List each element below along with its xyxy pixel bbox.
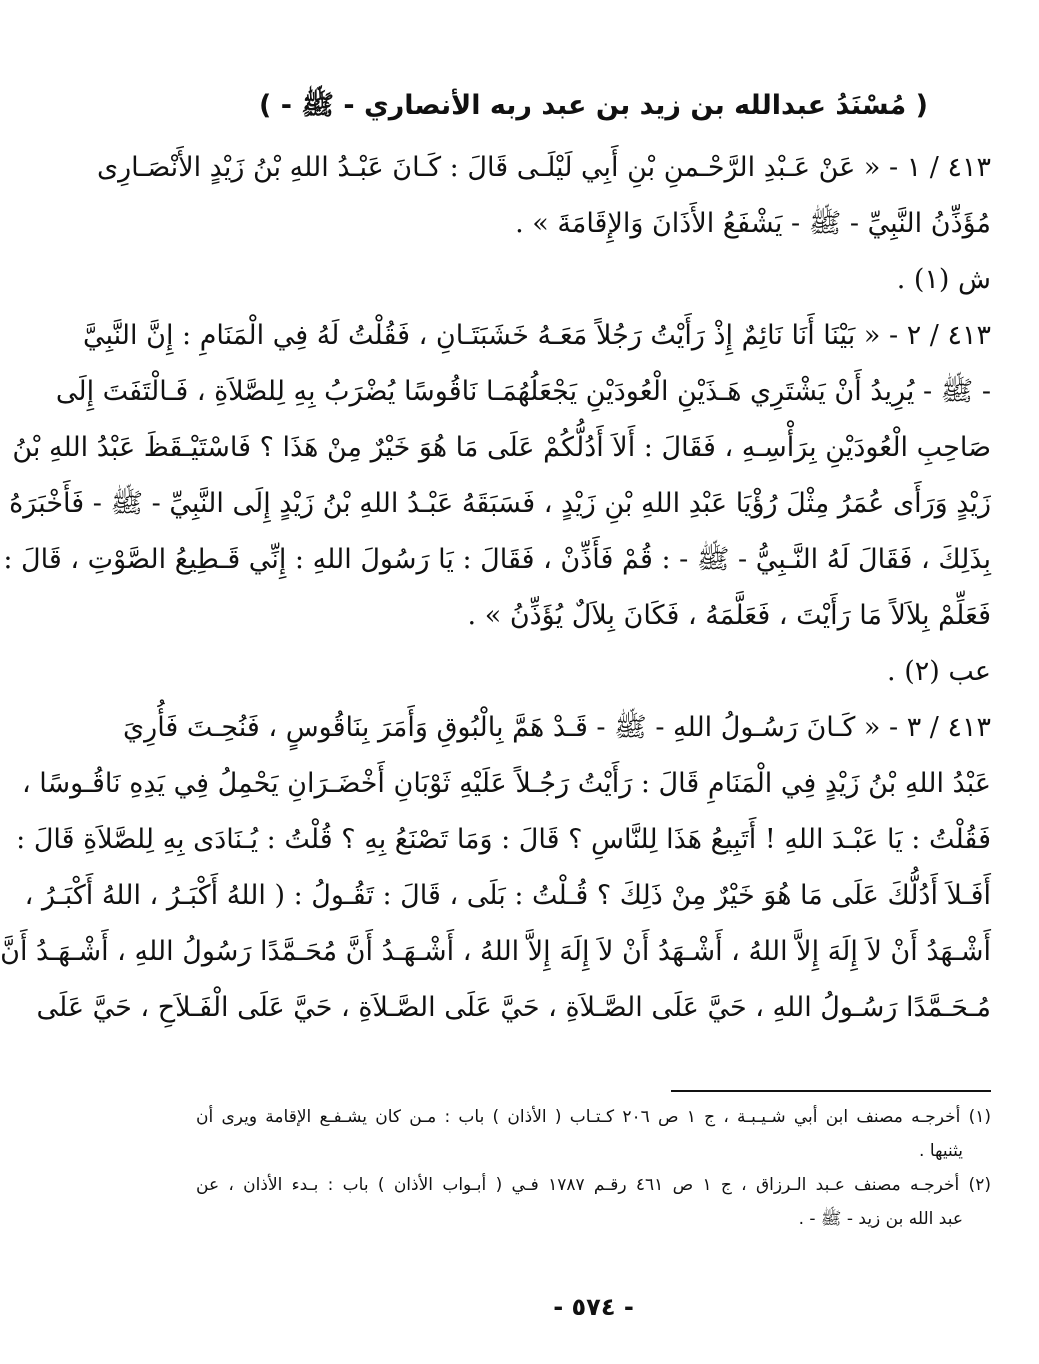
- hadith-2-line-2: - ﷺ - يُرِيدُ أَنْ يَشْتَرِي هَـذَيْنِ الْعُودَيْنِ يَجْعَلُهُمَـا نَاقُوسًا يُضْرَبُ بِهِ لِلصَّلاَةِ ، فَـالْتَفَتَ إِلَى: [55, 376, 991, 407]
- hadith-body: [0, 140, 991, 1036]
- hadith-3-line-5: أَشْـهَدُ أَنْ لاَ إِلَهَ إِلاَّ اللهُ ، أَشْـهَدُ أَنْ لاَ إِلَهَ إِلاَّ اللهُ ، أَشْـهَـدُ أَنَّ مُحَـمَّدًا رَسُولُ اللهِ ، أَشْـهَـدُ أَنَّ: [0, 936, 991, 967]
- hadith-3-line-1: ٤١٣ / ٣ - « كَـانَ رَسُـولُ اللهِ - ﷺ - قَـدْ هَمَّ بِالْبُوقِ وَأَمَرَ بِنَاقُوسٍ ، فَنُحِـتَ فَأُرِيَ: [123, 712, 991, 743]
- hadith-2-line-6: فَعَلِّمْ بِلاَلاً مَا رَأَيْتَ ، فَعَلَّمَهُ ، فَكَانَ بِلاَلٌ يُؤَذِّنُ » .: [467, 600, 991, 631]
- hadith-3-line-3: فَقُلْتُ : يَا عَبْـدَ اللهِ ! أَتَبِيعُ هَذَا لِلنَّاسِ ؟ قَالَ : وَمَا تَصْنَعُ بِهِ ؟ قُلْتُ : يُـنَادَى بِهِ لِلصَّلاَةِ قَالَ :: [16, 824, 991, 855]
- hadith-1-line-2: مُؤَذِّنُ النَّبِيِّ - ﷺ - يَشْفَعُ الأَذَانَ وَالإِقَامَةَ » .: [515, 208, 991, 239]
- footnotes: [196, 1100, 991, 1236]
- hadith-3-line-2: عَبْدُ اللهِ بْنُ زَيْدٍ فِي الْمَنَامِ قَالَ : رَأَيْتُ رَجُـلاً عَلَيْهِ ثَوْبَانِ أَخْضَـرَانِ يَحْمِلُ فِي يَدِهِ نَاقُـوسًا ،: [21, 768, 991, 799]
- hadith-2-line-1: ٤١٣ / ٢ - « بَيْنَا أَنَا نَائِمٌ إِذْ رَأَيْتُ رَجُلاً مَعَـهُ خَشَبَتَـانِ ، فَقُلْتُ لَهُ فِي الْمَنَامِ : إِنَّ النَّبِيَّ: [83, 320, 991, 351]
- footnote-1-line-2: يثنيها .: [919, 1141, 963, 1161]
- footnote-2-line-1: (٢) أخرجـه مصنف عـبد الـرزاق ، ج ١ ص ٤٦١ رقـم ١٧٨٧ فـي ( أبـواب الأذان ) باب : بـدء الأذان ، عن: [196, 1175, 991, 1195]
- hadith-2-line-5: بِذَلِكَ ، فَقَالَ لَهُ النَّـبِيُّ - ﷺ - : قُمْ فَأَذِّنْ ، فَقَالَ : يَا رَسُولَ اللهِ : إِنِّي قَـطِيعُ الصَّوْتِ ، قَالَ :: [3, 544, 991, 575]
- footnote-1-line-1: (١) أخرجـه مصنف ابن أبي شـيـبـة ، ج ١ ص ٢٠٦ كـتـاب ( الأذان ) باب : مـن كان يشـفـع الإقامة ويرى أن: [196, 1107, 991, 1127]
- page-number: - ٥٧٤ -: [553, 1293, 634, 1321]
- hadith-3-line-4: أَفَـلاَ أَدُلُّكَ عَلَى مَا هُوَ خَيْرٌ مِنْ ذَلِكَ ؟ قُـلْتُ : بَلَى ، قَالَ : تَقُـولُ : ( اللهُ أَكْبَـرُ ، اللهُ أَكْبَـرُ ،: [24, 880, 991, 911]
- section-heading: ( مُسْنَدُ عبدالله بن زيد بن عبد ربه الأنصاري - ﷺ - ): [259, 90, 928, 121]
- footnote-divider: [671, 1090, 991, 1092]
- hadith-1-source: ش (١) .: [896, 264, 991, 295]
- hadith-2-line-3: صَاحِبِ الْعُودَيْنِ بِرَأْسِـهِ ، فَقَالَ : أَلاَ أَدُلُّكُمْ عَلَى مَا هُوَ خَيْرٌ مِنْ هَذَا ؟ فَاسْتَيْـقَظَ عَبْدُ اللهِ بْنُ: [12, 432, 991, 463]
- hadith-2-source: عب (٢) .: [887, 656, 991, 687]
- hadith-2-line-4: زَيْدٍ وَرَأَى عُمَرُ مِثْلَ رُؤْيَا عَبْدِ اللهِ بْنِ زَيْدٍ ، فَسَبَقَهُ عَبْـدُ اللهِ بْنُ زَيْدٍ إِلَى النَّبِيِّ - ﷺ - فَأَخْبَرَهُ: [9, 488, 991, 519]
- footnote-2-line-2: عبد الله بن زيد - ﷺ - .: [798, 1209, 963, 1229]
- hadith-1-line-1: ٤١٣ / ١ - « عَنْ عَـبْدِ الرَّحْـمنِ بْنِ أَبِي لَيْلَـى قَالَ : كَـانَ عَبْـدُ اللهِ بْنُ زَيْدٍ الأَنْصَـارِى: [96, 152, 991, 183]
- hadith-3-line-6: مُـحَـمَّدًا رَسُـولُ اللهِ ، حَيَّ عَلَى الصَّـلاَةِ ، حَيَّ عَلَى الصَّـلاَةِ ، حَيَّ عَلَى الْفَـلاَحِ ، حَيَّ عَلَى: [36, 992, 991, 1023]
